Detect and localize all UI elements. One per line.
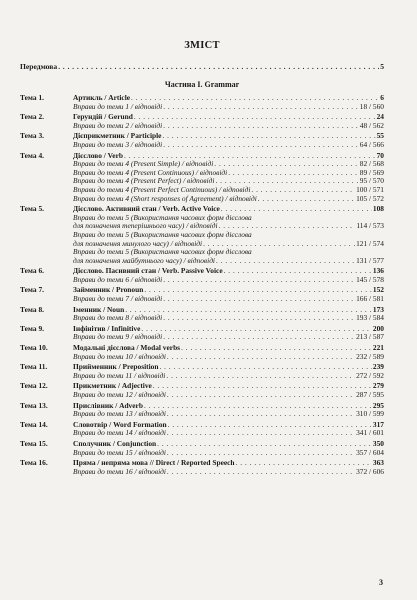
entry-page: 100 / 571 <box>356 184 384 194</box>
leader-dots <box>157 440 372 449</box>
entry-page: 173 <box>372 304 384 314</box>
toc-exercise-row[interactable] <box>20 276 384 285</box>
entry-title: Вправи до теми 5 (Використання часових форм дієслова <box>73 247 252 257</box>
topic-number: Тема 8. <box>20 304 44 314</box>
entry-title: Модальні дієслова / Modal verbs <box>73 343 181 353</box>
entry-page: 152 <box>372 285 384 295</box>
entry-title: Артикль / Article <box>73 93 131 102</box>
leader-dots <box>163 314 355 323</box>
entry-page: 114 / 573 <box>356 221 384 231</box>
front-matter-label: Передмова <box>20 62 58 71</box>
entry-title: Вправи до теми 4 (Present Perfect Continuous) / відповіді <box>73 184 251 194</box>
entry-page: 136 <box>372 266 384 276</box>
entry-page: 95 / 570 <box>359 176 384 186</box>
topic-number: Тема 10. <box>20 343 48 353</box>
toc-exercise-row[interactable] <box>20 195 384 204</box>
leader-dots <box>162 132 375 141</box>
entry-page: 287 / 595 <box>356 390 384 399</box>
entry-page: 193 / 584 <box>356 313 384 323</box>
topic-number: Тема 3. <box>20 131 44 141</box>
page-number: 3 <box>379 578 383 587</box>
entry-title: Вправи до теми 10 / відповіді <box>73 351 166 361</box>
leader-dots <box>251 186 355 195</box>
entry-title: Герундій / Gerund <box>73 112 133 122</box>
leader-dots <box>167 410 355 419</box>
topic-number: Тема 6. <box>20 266 44 276</box>
entry-page: 89 / 569 <box>359 167 384 177</box>
entry-page: 48 / 562 <box>359 120 384 130</box>
entry-title: Вправи до теми 4 (Present Continuous) / відповіді <box>73 167 228 177</box>
entry-title: Дієприкметник / Participle <box>73 131 162 141</box>
entry-title: Прикметник / Adjective <box>73 381 152 391</box>
leader-dots <box>125 306 372 315</box>
entry-title: Дієслово. Пасивний стан / Verb. Passive Voice <box>73 266 223 276</box>
entry-title: для позначення минулого часу) / відповіді <box>73 238 203 248</box>
entry-title: Вправи до теми 3 / відповіді <box>73 139 163 149</box>
topic-number: Тема 14. <box>20 419 48 429</box>
entry-title: Вправи до теми 4 (Present Perfect) / відповіді <box>73 176 215 186</box>
leader-dots <box>236 459 372 468</box>
leader-dots <box>141 325 372 334</box>
topic-number: Тема 5. <box>20 204 44 214</box>
entry-title: Займенник / Pronoun <box>73 285 144 295</box>
part-title: Частина І. Grammar <box>164 80 240 89</box>
toc-exercise-row[interactable] <box>20 410 384 419</box>
entry-title: Вправи до теми 12 / відповіді <box>73 390 166 399</box>
entry-title: Вправи до теми 5 (Використання часових форм дієслова <box>73 212 252 222</box>
toc-exercise-row[interactable] <box>20 295 384 304</box>
leader-dots <box>163 276 355 285</box>
entry-title: Прислівник / Adverb <box>73 400 143 410</box>
entry-title: Вправи до теми 6 / відповіді <box>73 274 163 284</box>
topic-number: Тема 12. <box>20 381 48 391</box>
leader-dots <box>167 429 355 438</box>
toc-exercise-row[interactable] <box>20 314 384 323</box>
entry-title: Вправи до теми 1 / відповіді <box>73 101 163 111</box>
entry-title: Вправи до теми 15 / відповіді <box>73 447 166 457</box>
toc-exercise-row[interactable] <box>20 468 384 477</box>
toc-exercise-row[interactable] <box>20 333 384 342</box>
toc-exercise-row[interactable] <box>20 122 384 131</box>
entry-page: 6 <box>380 93 384 102</box>
entry-page: 166 / 581 <box>356 294 384 304</box>
entry-title: Сполучник / Conjunction <box>73 438 157 448</box>
topic-number: Тема 4. <box>20 150 44 160</box>
entry-page: 372 / 606 <box>356 466 384 476</box>
topic-number: Тема 16. <box>20 458 48 468</box>
entry-page: 64 / 566 <box>359 139 384 149</box>
leader-dots <box>167 353 355 362</box>
toc-exercise-row[interactable] <box>20 372 384 381</box>
front-matter-page: 5 <box>380 62 384 71</box>
leader-dots <box>163 141 359 150</box>
toc-exercise-row[interactable] <box>20 141 384 150</box>
front-matter-row[interactable] <box>20 62 384 72</box>
entry-page: 279 <box>372 381 384 391</box>
topic-number: Тема 7. <box>20 285 44 295</box>
entry-title: Словотвір / Word Formation <box>73 419 167 429</box>
leader-dots <box>159 363 371 372</box>
leader-dots <box>214 160 359 169</box>
entry-page: 70 <box>376 150 384 160</box>
entry-page: 317 <box>372 419 384 429</box>
entry-title: Іменник / Noun <box>73 304 125 314</box>
toc-exercise-row[interactable] <box>20 391 384 400</box>
entry-title: Прийменник / Preposition <box>73 362 159 372</box>
entry-title: Вправи до теми 16 / відповіді <box>73 466 166 476</box>
toc-entries <box>20 94 384 476</box>
leader-dots <box>167 391 355 400</box>
entry-title: Вправи до теми 2 / відповіді <box>73 120 163 130</box>
topic-number: Тема 9. <box>20 323 44 333</box>
entry-title: Вправи до теми 9 / відповіді <box>73 332 163 342</box>
entry-title: Інфінітив / Infinitive <box>73 323 141 333</box>
leader-dots <box>228 169 359 178</box>
toc-exercise-row[interactable] <box>20 257 384 266</box>
entry-page: 310 / 599 <box>356 409 384 419</box>
entry-title: Дієслово. Активний стан / Verb. Active Voice <box>73 204 220 214</box>
entry-page: 213 / 587 <box>356 332 384 342</box>
leader-dots <box>163 295 355 304</box>
leader-dots <box>167 449 355 458</box>
topic-number: Тема 15. <box>20 438 48 448</box>
leader-dots <box>163 333 355 342</box>
entry-page: 232 / 589 <box>356 351 384 361</box>
entry-page: 295 <box>372 400 384 410</box>
entry-title: Вправи до теми 4 (Present Simple) / відповіді <box>73 159 214 169</box>
leader-dots <box>163 103 359 112</box>
entry-page: 239 <box>372 362 384 372</box>
entry-title: Вправи до теми 7 / відповіді <box>73 294 163 304</box>
leader-dots <box>258 195 355 204</box>
entry-title: для позначення теперішнього часу) / відповіді <box>73 221 218 231</box>
topic-number: Тема 13. <box>20 400 48 410</box>
entry-page: 350 <box>372 438 384 448</box>
entry-page: 200 <box>372 323 384 333</box>
entry-title: Вправи до теми 4 (Short responses of Agreement) / відповіді <box>73 193 257 203</box>
entry-title: Вправи до теми 8 / відповіді <box>73 313 163 323</box>
leader-dots <box>168 421 372 430</box>
entry-page: 121 / 574 <box>356 238 384 248</box>
entry-page: 131 / 577 <box>356 255 384 265</box>
entry-page: 82 / 568 <box>359 159 384 169</box>
toc-exercise-row[interactable] <box>20 103 384 112</box>
leader-dots <box>58 63 379 72</box>
entry-page: 272 / 592 <box>356 370 384 380</box>
leader-dots <box>144 402 372 411</box>
entry-page: 145 / 578 <box>356 274 384 284</box>
leader-dots <box>163 122 359 131</box>
entry-page: 363 <box>372 458 384 468</box>
leader-dots <box>181 344 372 353</box>
entry-page: 55 <box>376 131 384 141</box>
leader-dots <box>216 257 355 266</box>
topic-number: Тема 2. <box>20 112 44 122</box>
leader-dots <box>224 267 372 276</box>
page-title: ЗМІСТ <box>184 40 220 51</box>
entry-title: Дієслово / Verb <box>73 150 123 160</box>
entry-page: 341 / 601 <box>356 428 384 438</box>
entry-title: Вправи до теми 11 / відповіді <box>73 370 166 380</box>
entry-title: Вправи до теми 5 (Використання часових форм дієслова <box>73 229 252 239</box>
entry-page: 18 / 560 <box>359 101 384 111</box>
leader-dots <box>134 113 376 122</box>
leader-dots <box>153 382 372 391</box>
leader-dots <box>167 468 355 477</box>
entry-title: для позначення майбутнього часу) / відповіді <box>73 255 215 265</box>
toc-exercise-row[interactable] <box>20 429 384 438</box>
leader-dots <box>166 372 355 381</box>
entry-title: Пряма / непряма мова // Direct / Reported Speech <box>73 458 235 468</box>
topic-number: Тема 1. <box>20 93 44 102</box>
leader-dots <box>144 286 372 295</box>
entry-title: Вправи до теми 14 / відповіді <box>73 428 166 438</box>
toc-exercise-row[interactable] <box>20 353 384 362</box>
entry-page: 108 <box>372 204 384 214</box>
entry-page: 24 <box>376 112 384 122</box>
leader-dots <box>131 94 379 103</box>
entry-page: 357 / 604 <box>356 447 384 457</box>
topic-number: Тема 11. <box>20 362 48 372</box>
toc-exercise-row[interactable] <box>20 449 384 458</box>
entry-page: 221 <box>372 343 384 353</box>
entry-title: Вправи до теми 13 / відповіді <box>73 409 166 419</box>
entry-page: 105 / 572 <box>356 193 384 203</box>
